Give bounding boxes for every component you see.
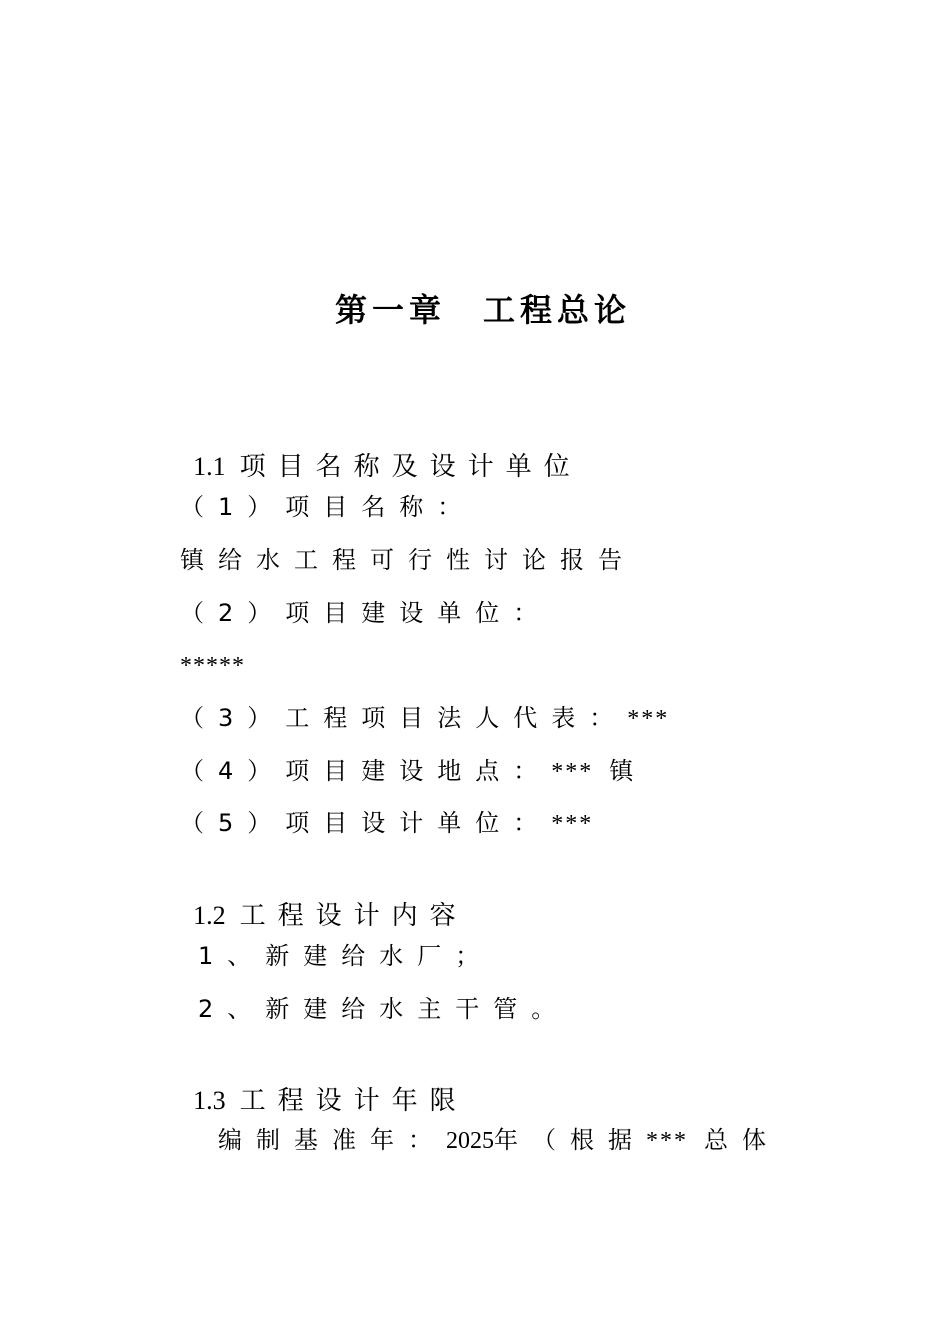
item-location-label: （4）项目建设地点： [180, 757, 552, 785]
base-year-value: 2025 [446, 1128, 494, 1154]
section-title: 工程设计内容 [239, 901, 468, 931]
paragraph-base-year [218, 1128, 780, 1153]
item-builder-value: ***** [180, 653, 245, 679]
chapter-title: 第一章 工程总论 [334, 291, 631, 329]
item-legal-rep-value: *** [627, 706, 670, 732]
item-designer-value: *** [551, 811, 594, 837]
base-year-stars: *** [646, 1128, 688, 1154]
item-location-suffix: 镇 [609, 757, 648, 785]
item-location [180, 759, 647, 784]
base-year-label: 编制基准年： [218, 1126, 446, 1154]
item-project-name-label: （1）项目名称： [180, 493, 476, 521]
section-number: 1.2 [193, 901, 226, 930]
base-year-tail: 总体 [704, 1126, 780, 1154]
section-title: 项目名称及设计单位 [239, 452, 582, 482]
item-main-pipe: 2、新建给水主干管。 [198, 995, 570, 1023]
item-water-plant: 1、新建给水厂； [198, 942, 494, 970]
section-number: 1.1 [193, 452, 226, 481]
section-number: 1.3 [193, 1086, 226, 1115]
item-builder-label: （2）项目建设单位： [180, 599, 552, 627]
item-location-value: *** [551, 759, 594, 785]
item-designer-label: （5）项目设计单位： [180, 809, 552, 837]
item-legal-rep-label: （3）工程项目法人代表： [180, 704, 628, 732]
item-designer [180, 811, 593, 836]
base-year-text: 年（根据 [494, 1126, 646, 1154]
item-legal-rep [180, 706, 669, 731]
section-title: 工程设计年限 [239, 1086, 468, 1116]
item-project-name-value: 镇给水工程可行性讨论报告 [180, 546, 636, 574]
